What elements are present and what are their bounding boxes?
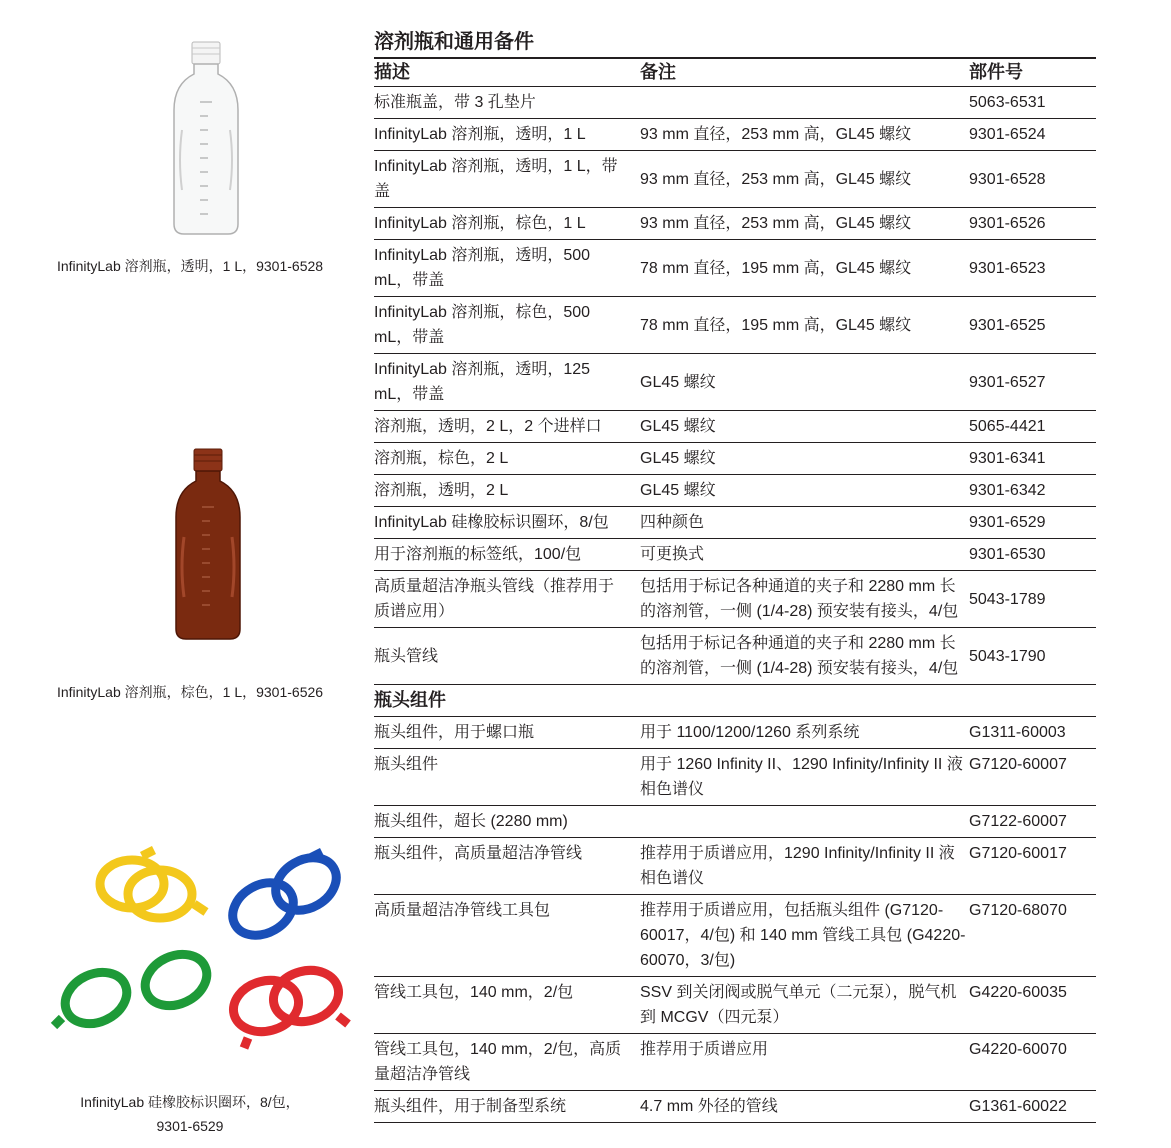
cell-description: InfinityLab 溶剂瓶，透明，125 mL，带盖 [374, 354, 640, 411]
cell-part-number: 5043-1789 [969, 571, 1096, 628]
clear-bottle-caption: InfinityLab 溶剂瓶，透明，1 L，9301-6528 [56, 258, 324, 274]
cell-description: 用于溶剂瓶的标签纸，100/包 [374, 539, 640, 571]
amber-bottle-image [172, 447, 244, 643]
table-row [374, 208, 1096, 240]
cell-notes: 93 mm 直径，253 mm 高，GL45 螺纹 [640, 119, 969, 151]
cell-part-number: 9301-6530 [969, 539, 1096, 571]
cell-notes: GL45 螺纹 [640, 443, 969, 475]
cell-part-number: G7120-60007 [969, 749, 1096, 806]
cell-description: 瓶头组件，高质量超洁净管线 [374, 838, 640, 895]
subsection-row [374, 685, 1096, 717]
cell-part-number: G1311-60003 [969, 717, 1096, 749]
table-row [374, 571, 1096, 628]
cell-part-number: 9301-6527 [969, 354, 1096, 411]
cell-part-number: 9301-6342 [969, 475, 1096, 507]
table-row [374, 151, 1096, 208]
cell-part-number: 9301-6525 [969, 297, 1096, 354]
parts-table [374, 59, 1096, 1123]
table-row [374, 838, 1096, 895]
cell-part-number: 9301-6528 [969, 151, 1096, 208]
cell-description: 瓶头组件，用于制备型系统 [374, 1091, 640, 1123]
table-row [374, 1034, 1096, 1091]
table-row [374, 443, 1096, 475]
cell-part-number: G4220-60035 [969, 977, 1096, 1034]
table-row [374, 411, 1096, 443]
cell-notes: 用于 1260 Infinity II、1290 Infinity/Infinity II 液相色谱仪 [640, 749, 969, 806]
cell-notes: GL45 螺纹 [640, 354, 969, 411]
rings-caption-line2: 9301-6529 [156, 1118, 224, 1134]
cell-description: 瓶头管线 [374, 628, 640, 685]
table-row [374, 240, 1096, 297]
cell-description: 瓶头组件，用于螺口瓶 [374, 717, 640, 749]
cell-part-number: 9301-6526 [969, 208, 1096, 240]
cell-notes: 四种颜色 [640, 507, 969, 539]
cell-part-number: G7122-60007 [969, 806, 1096, 838]
table-row [374, 539, 1096, 571]
cell-notes: 用于 1100/1200/1260 系列系统 [640, 717, 969, 749]
section-title: 溶剂瓶和通用备件 [374, 31, 534, 53]
cell-description: 溶剂瓶，透明，2 L [374, 475, 640, 507]
cell-notes: 93 mm 直径，253 mm 高，GL45 螺纹 [640, 151, 969, 208]
cell-part-number: 5063-6531 [969, 87, 1096, 119]
cell-description: InfinityLab 溶剂瓶，透明，1 L，带盖 [374, 151, 640, 208]
cell-description: InfinityLab 溶剂瓶，棕色，500 mL，带盖 [374, 297, 640, 354]
cell-notes: 包括用于标记各种通道的夹子和 2280 mm 长的溶剂管，一侧 (1/4-28) 预安装有接头，4/包 [640, 571, 969, 628]
table-row [374, 507, 1096, 539]
table-row [374, 977, 1096, 1034]
table-row [374, 895, 1096, 977]
rings-caption-line1: InfinityLab 硅橡胶标识圈环，8/包， [80, 1094, 300, 1110]
header-notes: 备注 [640, 59, 969, 87]
cell-part-number: 5043-1790 [969, 628, 1096, 685]
cell-part-number: G7120-60017 [969, 838, 1096, 895]
cell-notes: 可更换式 [640, 539, 969, 571]
cell-notes [640, 806, 969, 838]
cell-notes: 93 mm 直径，253 mm 高，GL45 螺纹 [640, 208, 969, 240]
cell-part-number: 5065-4421 [969, 411, 1096, 443]
table-row [374, 1091, 1096, 1123]
silicone-rings-image [48, 846, 358, 1056]
table-row [374, 297, 1096, 354]
cell-description: 高质量超洁净管线工具包 [374, 895, 640, 977]
table-row [374, 354, 1096, 411]
cell-notes: GL45 螺纹 [640, 475, 969, 507]
cell-notes: 包括用于标记各种通道的夹子和 2280 mm 长的溶剂管，一侧 (1/4-28) 预安装有接头，4/包 [640, 628, 969, 685]
cell-part-number: 9301-6341 [969, 443, 1096, 475]
cell-part-number: 9301-6529 [969, 507, 1096, 539]
table-row [374, 119, 1096, 151]
clear-bottle-image [170, 40, 242, 238]
cell-description: 标准瓶盖，带 3 孔垫片 [374, 87, 640, 119]
table-row [374, 806, 1096, 838]
table-row [374, 717, 1096, 749]
cell-part-number: 9301-6524 [969, 119, 1096, 151]
subsection-title: 瓶头组件 [374, 685, 1096, 717]
cell-notes: 78 mm 直径，195 mm 高，GL45 螺纹 [640, 297, 969, 354]
header-row [374, 59, 1096, 87]
cell-part-number: 9301-6523 [969, 240, 1096, 297]
cell-description: 高质量超洁净瓶头管线（推荐用于质谱应用） [374, 571, 640, 628]
cell-part-number: G1361-60022 [969, 1091, 1096, 1123]
cell-notes: 4.7 mm 外径的管线 [640, 1091, 969, 1123]
cell-description: InfinityLab 溶剂瓶，透明，500 mL，带盖 [374, 240, 640, 297]
cell-description: 管线工具包，140 mm，2/包 [374, 977, 640, 1034]
parts-table-section [374, 28, 1096, 1123]
cell-notes: GL45 螺纹 [640, 411, 969, 443]
header-part-number: 部件号 [969, 59, 1096, 87]
cell-part-number: G7120-68070 [969, 895, 1096, 977]
cell-description: InfinityLab 溶剂瓶，棕色，1 L [374, 208, 640, 240]
cell-notes: 推荐用于质谱应用 [640, 1034, 969, 1091]
cell-notes: SSV 到关闭阀或脱气单元（二元泵），脱气机到 MCGV（四元泵） [640, 977, 969, 1034]
cell-part-number: G4220-60070 [969, 1034, 1096, 1091]
table-row [374, 749, 1096, 806]
cell-description: 瓶头组件 [374, 749, 640, 806]
cell-notes: 推荐用于质谱应用，包括瓶头组件 (G7120-60017，4/包) 和 140 mm 管线工具包 (G4220-60070，3/包) [640, 895, 969, 977]
cell-description: 溶剂瓶，棕色，2 L [374, 443, 640, 475]
table-row [374, 475, 1096, 507]
cell-notes: 78 mm 直径，195 mm 高，GL45 螺纹 [640, 240, 969, 297]
cell-description: 管线工具包，140 mm，2/包，高质量超洁净管线 [374, 1034, 640, 1091]
cell-description: InfinityLab 溶剂瓶，透明，1 L [374, 119, 640, 151]
cell-notes: 推荐用于质谱应用，1290 Infinity/Infinity II 液相色谱仪 [640, 838, 969, 895]
cell-description: InfinityLab 硅橡胶标识圈环，8/包 [374, 507, 640, 539]
cell-notes [640, 87, 969, 119]
table-row [374, 628, 1096, 685]
figure-column [0, 0, 380, 1148]
header-description: 描述 [374, 59, 640, 87]
cell-description: 溶剂瓶，透明，2 L，2 个进样口 [374, 411, 640, 443]
amber-bottle-caption: InfinityLab 溶剂瓶，棕色，1 L，9301-6526 [56, 684, 324, 700]
table-row [374, 87, 1096, 119]
cell-description: 瓶头组件，超长 (2280 mm) [374, 806, 640, 838]
